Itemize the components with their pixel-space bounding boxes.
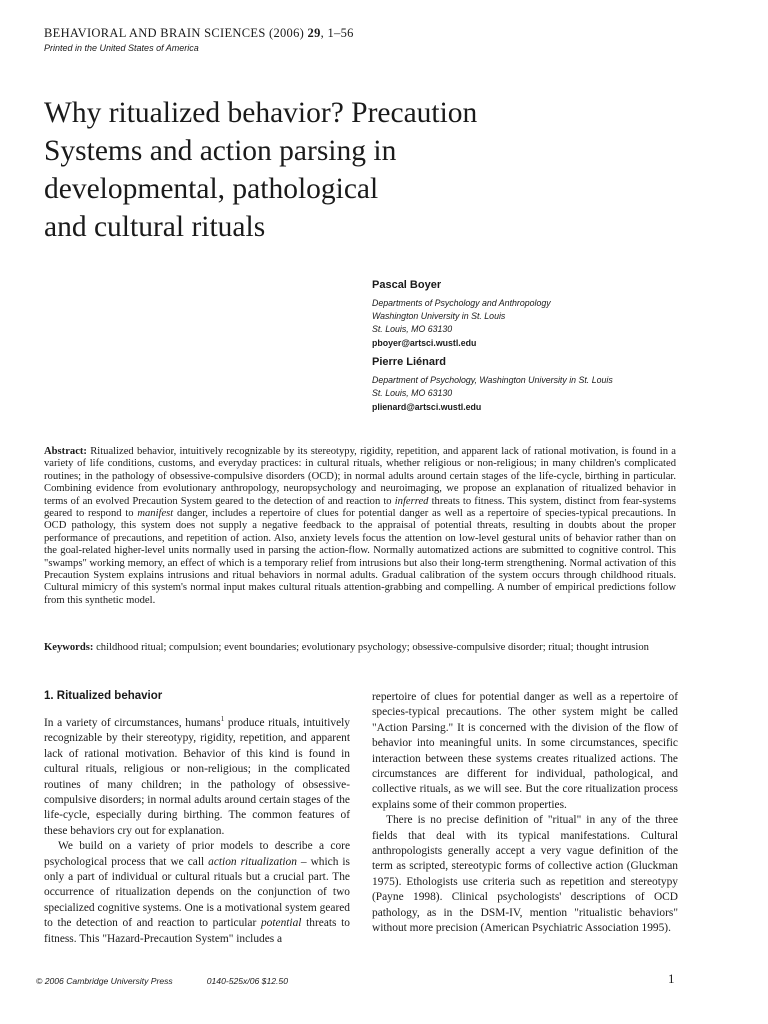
journal-header	[44, 26, 354, 41]
body-paragraph	[44, 839, 350, 947]
abstract	[44, 446, 676, 607]
title-line: Systems and action parsing in	[44, 135, 397, 167]
author-email[interactable]: pboyer@artsci.wustl.edu	[372, 338, 477, 348]
keywords-label: Keywords:	[44, 642, 94, 653]
journal-pages: , 1–56	[320, 26, 354, 40]
body-text: In a variety of circumstances, humans	[44, 717, 221, 729]
author-affiliation: St. Louis, MO 63130	[372, 388, 453, 398]
body-paragraph: repertoire of clues for potential danger as well as a repertoire of species-typical precautions. The other system might be called "Action Parsing." It is concerned with the division of the flow of behavior into meaningful units. In some circumstances, specific interaction between these systems creates ritualized actions. The circumstances are different for individual, pathological, and collective rituals, as we will see. But the core ritualization process explains some of their common properties.	[372, 691, 678, 811]
author-name: Pierre Liénard	[372, 356, 446, 368]
abstract-text: danger, includes a repertoire of clues for potential danger as well as a repertoire of species-typical precautions. In OCD pathology, this system does not supply a negative feedback to the appraisal of potential threats, resulting in doubts about the proper performance of precautions, and repetition of action. Also, anxiety levels focus the attention on low-level gestural units of behavior rather than on the goal-related higher-level units normally used in parsing the action-flow. Normally automatized actions are submitted to cognitive control. This "swamps" working memory, an effect of which is a temporary relief from intrusions but also their long-term strengthening. Normal activation of this Precaution System explains intrusions and ritual behaviors in normal adults. Gradual calibration of the system occurs through childhood rituals. Cultural mimicry of this system's normal input makes cultural rituals attention-grabbing and compelling. A number of empirical predictions follow from this synthetic model.	[44, 508, 676, 606]
body-paragraph	[44, 716, 350, 839]
author-affiliation: Department of Psychology, Washington University in St. Louis	[372, 375, 613, 385]
abstract-emphasis: manifest	[137, 508, 174, 520]
abstract-text: Ritualized behavior, intuitively recognizable by its stereotypy, rigidity, repetition, and apparent lack of rational motivation, is found in a variety of life conditions, customs, and everyday practices: in cultural rituals, whether religious or non-religious; in many children's complicated routines; in the pathology of obsessive-compulsive disorders (OCD); in normal adults around certain stages of the life-cycle, birthing in particular. Combining evidence from evolutionary anthropology, neuropsychology and neuroimaging, we propose an explanation of ritualized behavior in terms of an evolved Precaution System geared to the detection of and reaction to	[44, 446, 676, 507]
author-email[interactable]: plienard@artsci.wustl.edu	[372, 402, 482, 412]
body-text: threats to fitness. This "Hazard-Precaution System" includes a	[44, 917, 351, 945]
body-column-left	[44, 716, 350, 947]
article-title	[44, 94, 604, 246]
body-paragraph: There is no precise definition of "ritual" in any of the three fields that deal with its typical manifestations. Cultural anthropologists generally accept a very vague definition of the term as scripted, stereotypic forms of collective action (Gluckman 1975). Ethologists use criteria such as repetition and stereotypy (Payne 1998). Clinical psychologists' descriptions of OCD pathology, as in the DSM-IV, mention "ritualistic behaviors" without more precision (American Psychiatric Association 1995).	[372, 814, 678, 935]
keywords	[44, 642, 676, 654]
printed-note: Printed in the United States of America	[44, 43, 199, 53]
page-number: 1	[668, 971, 675, 986]
author-affiliation: Washington University in St. Louis	[372, 311, 506, 321]
section-heading: 1. Ritualized behavior	[44, 690, 163, 702]
body-column-right	[372, 690, 678, 937]
body-emphasis: action ritualization	[208, 855, 297, 868]
body-text: We build on a variety of prior models to describe a core psychological process that we call	[44, 840, 350, 868]
author-affiliation: St. Louis, MO 63130	[372, 324, 453, 334]
footnote-ref[interactable]: 1	[220, 715, 225, 724]
title-line: developmental, pathological	[44, 173, 379, 205]
body-text: produce rituals, intuitively recognizable by their stereotypy, rigidity, repetition, and apparent lack of rational motivation. Behavior of this kind is found in cultural rituals, religious or non-religious; in the complicated routines of many children; in the pathology of obsessive-compulsive disorders; in normal adults around certain stages of the life-cycle, especially during birthing. The common features of these behaviors cry out for explanation.	[44, 717, 350, 837]
keywords-text: childhood ritual; compulsion; event boundaries; evolutionary psychology; obsessive-compulsive disorder; ritual; thought intrusion	[93, 642, 649, 653]
body-text: – which is only a part of individual or cultural rituals but a crucial part. The occurrence of ritualization depends on the conjunction of two specialized cognitive systems. One is a motivational system geared to the detection of and reaction to particular	[44, 855, 350, 930]
author-lienard	[372, 356, 613, 414]
author-affiliation: Departments of Psychology and Anthropology	[372, 298, 551, 308]
body-emphasis: potential	[260, 917, 302, 930]
issn: 0140-525x/06 $12.50	[206, 976, 288, 986]
copyright: © 2006 Cambridge University Press	[36, 976, 173, 986]
abstract-label: Abstract:	[44, 446, 87, 457]
journal-name: BEHAVIORAL AND BRAIN SCIENCES (2006)	[44, 26, 308, 40]
author-name: Pascal Boyer	[372, 279, 442, 291]
abstract-text: threats to fitness. This system, distinct from fear-systems geared to respond to	[44, 495, 676, 520]
title-line: and cultural rituals	[44, 211, 266, 243]
page-footer	[36, 976, 288, 986]
abstract-emphasis: inferred	[394, 495, 429, 507]
journal-volume: 29	[307, 26, 321, 40]
title-line: Why ritualized behavior? Precaution	[44, 97, 478, 129]
author-boyer	[372, 279, 551, 350]
